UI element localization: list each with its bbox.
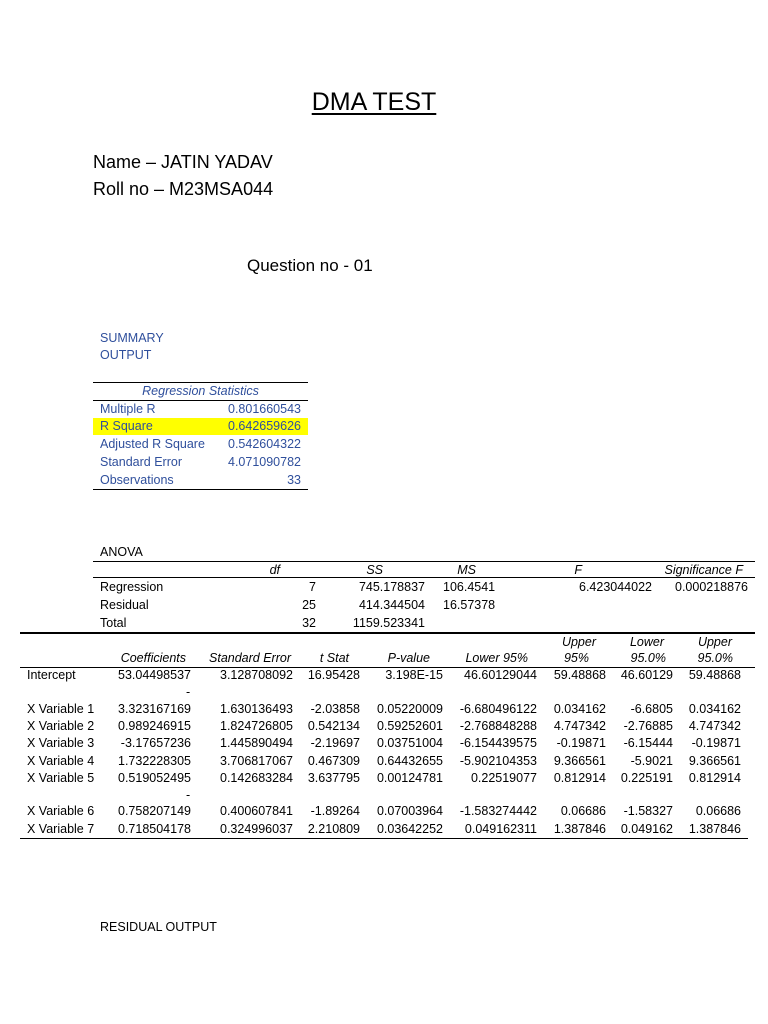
- coef-cell-u95: 1.387846: [553, 822, 606, 836]
- coef-cell-p: 0.03642252: [376, 822, 443, 836]
- coef-cell-t: 3.637795: [307, 771, 360, 785]
- coef-cell-p: 0.03751004: [376, 736, 443, 750]
- student-name: Name – JATIN YADAV: [93, 152, 273, 172]
- coef-cell-p: 0.07003964: [376, 804, 443, 818]
- reg-stat-value: 4.071090782: [228, 455, 301, 469]
- anova-header-df: df: [269, 563, 280, 577]
- coef-cell-p: 0.59252601: [376, 719, 443, 733]
- anova-header-rule: [93, 577, 755, 578]
- coef-cell-l95: 0.22519077: [470, 771, 537, 785]
- coef-cell-se: 0.142683284: [220, 771, 293, 785]
- coef-cell-l950: 46.60129: [620, 668, 673, 682]
- anova-cell-ss: 414.344504: [358, 598, 425, 612]
- coef-cell-u95: 9.366561: [553, 754, 606, 768]
- coef-cell-coef: 0.758207149: [118, 804, 191, 818]
- coef-cell-t: 0.467309: [307, 754, 360, 768]
- coef-cell-l95: -6.154439575: [459, 736, 537, 750]
- coef-cell-u95: 0.812914: [553, 771, 606, 785]
- coef-cell-u950: 59.48868: [688, 668, 741, 682]
- summary-heading-line1: SUMMARY: [100, 331, 164, 345]
- coef-header-upper95-l2: 95%: [563, 651, 589, 665]
- coef-cell-u950: 0.034162: [688, 702, 741, 716]
- anova-cell-ms: 106.4541: [443, 580, 496, 594]
- coef-cell-se: 1.630136493: [220, 702, 293, 716]
- coef-header-upper950-l2: 95.0%: [697, 651, 733, 665]
- coef-header-upper95-l1: Upper: [561, 635, 596, 649]
- coef-row-name: Intercept: [27, 668, 76, 682]
- residual-output-label: RESIDUAL OUTPUT: [100, 920, 217, 934]
- page-title: DMA TEST: [311, 88, 437, 116]
- summary-heading-line2: OUTPUT: [100, 348, 152, 362]
- coef-row-name: X Variable 2: [27, 719, 95, 733]
- coef-cell-se: 1.824726805: [220, 719, 293, 733]
- coef-cell-se: 1.445890494: [220, 736, 293, 750]
- reg-stat-label: Observations: [100, 473, 174, 487]
- anova-header-ss: SS: [366, 563, 383, 577]
- anova-row-name: Regression: [100, 580, 164, 594]
- coef-cell-l950: -6.15444: [623, 736, 673, 750]
- reg-stats-bottom-rule: [93, 489, 308, 490]
- coef-cell-se: 3.128708092: [220, 668, 293, 682]
- coef-cell-se: 0.324996037: [220, 822, 293, 836]
- coef-cell-u95: 0.06686: [560, 804, 606, 818]
- coef-cell-l950: 0.225191: [620, 771, 673, 785]
- coef-cell-l950: 0.049162: [620, 822, 673, 836]
- question-number: Question no - 01: [247, 256, 373, 275]
- coef-row-name: X Variable 7: [27, 822, 95, 836]
- coef-header-upper950-l1: Upper: [697, 635, 732, 649]
- anova-row-name: Total: [100, 616, 127, 630]
- coef-cell-t: 16.95428: [307, 668, 360, 682]
- coef-cell-se: 3.706817067: [220, 754, 293, 768]
- coef-header-lower95: Lower 95%: [465, 651, 528, 665]
- coef-cell-l95: 46.60129044: [464, 668, 537, 682]
- coef-cell-t: 2.210809: [307, 822, 360, 836]
- anova-cell-df: 25: [302, 598, 316, 612]
- reg-stats-top-rule: [93, 382, 308, 383]
- reg-stat-label: Standard Error: [100, 455, 182, 469]
- coef-cell-t: -1.89264: [310, 804, 360, 818]
- coef-cell-l95: -2.768848288: [459, 719, 537, 733]
- coef-header-coefficients: Coefficients: [120, 651, 186, 665]
- coef-cell-u950: 0.812914: [688, 771, 741, 785]
- coef-cell-l95: -1.583274442: [459, 804, 537, 818]
- coef-row-name: X Variable 4: [27, 754, 95, 768]
- anova-row-name: Residual: [100, 598, 149, 612]
- coef-cell-l950: -6.6805: [630, 702, 673, 716]
- coef-cell-coef: 0.519052495: [118, 771, 191, 785]
- anova-top-rule: [93, 561, 755, 562]
- coef-cell-p: 3.198E-15: [385, 668, 443, 682]
- anova-header-sig: Significance F: [664, 563, 743, 577]
- coef-header-lower950-l2: 95.0%: [630, 651, 666, 665]
- coef-row-name: X Variable 1: [27, 702, 95, 716]
- reg-stat-label: Multiple R: [100, 402, 156, 416]
- coef-header-tstat: t Stat: [319, 651, 349, 665]
- coef-cell-u95: -0.19871: [556, 736, 606, 750]
- anova-header-ms: MS: [457, 563, 476, 577]
- anova-label: ANOVA: [100, 545, 143, 559]
- reg-stats-title: Regression Statistics: [142, 384, 259, 398]
- anova-cell-f: 6.423044022: [579, 580, 652, 594]
- coef-cell-u950: 4.747342: [688, 719, 741, 733]
- coef-header-pvalue: P-value: [387, 651, 430, 665]
- coef-cell-u950: 1.387846: [688, 822, 741, 836]
- coef-cell-coef: -3.17657236: [120, 736, 191, 750]
- anova-cell-sig: 0.000218876: [675, 580, 748, 594]
- reg-stat-value: 33: [287, 473, 301, 487]
- coef-cell-coef: 3.323167169: [118, 702, 191, 716]
- reg-stat-value: 0.542604322: [228, 437, 301, 451]
- coef-cell-u950: 9.366561: [688, 754, 741, 768]
- coef-cell-p: 0.00124781: [376, 771, 443, 785]
- coef-cell-l95: 0.049162311: [464, 822, 537, 836]
- reg-stat-label: R Square: [100, 419, 153, 433]
- coef-cell-u95: 59.48868: [553, 668, 606, 682]
- anova-cell-ms: 16.57378: [443, 598, 496, 612]
- reg-stat-value: 0.642659626: [228, 419, 301, 433]
- coef-bottom-rule: [20, 838, 748, 839]
- coef-cell-l95: -5.902104353: [459, 754, 537, 768]
- reg-stat-label: Adjusted R Square: [100, 437, 205, 451]
- coef-cell-t: -2.03858: [310, 702, 360, 716]
- stray-dash: -: [186, 685, 191, 699]
- anova-bottom-rule: [20, 632, 755, 634]
- coef-cell-coef: 53.04498537: [118, 668, 191, 682]
- anova-cell-df: 32: [302, 616, 316, 630]
- coef-cell-p: 0.64432655: [376, 754, 443, 768]
- coef-row-name: X Variable 3: [27, 736, 95, 750]
- coef-cell-l950: -2.76885: [623, 719, 673, 733]
- coef-cell-t: -2.19697: [310, 736, 360, 750]
- roll-number: Roll no – M23MSA044: [93, 179, 274, 199]
- coef-cell-l950: -1.58327: [623, 804, 673, 818]
- coef-cell-u95: 0.034162: [553, 702, 606, 716]
- coef-cell-l950: -5.9021: [630, 754, 673, 768]
- coef-cell-u95: 4.747342: [553, 719, 606, 733]
- coef-cell-t: 0.542134: [307, 719, 360, 733]
- coef-cell-coef: 1.732228305: [118, 754, 191, 768]
- reg-stat-value: 0.801660543: [228, 402, 301, 416]
- coef-header-lower950-l1: Lower: [629, 635, 664, 649]
- coef-row-name: X Variable 5: [27, 771, 95, 785]
- coef-cell-se: 0.400607841: [220, 804, 293, 818]
- coef-cell-u950: -0.19871: [691, 736, 741, 750]
- stray-dash: -: [186, 788, 191, 802]
- anova-cell-ss: 745.178837: [358, 580, 425, 594]
- coef-header-se: Standard Error: [209, 651, 291, 665]
- reg-stats-header-rule: [93, 400, 308, 401]
- anova-header-f: F: [574, 563, 582, 577]
- coef-cell-u950: 0.06686: [695, 804, 741, 818]
- coef-cell-p: 0.05220009: [376, 702, 443, 716]
- coef-row-name: X Variable 6: [27, 804, 95, 818]
- anova-cell-ss: 1159.523341: [352, 616, 425, 630]
- coef-cell-l95: -6.680496122: [459, 702, 537, 716]
- coef-cell-coef: 0.718504178: [118, 822, 191, 836]
- anova-cell-df: 7: [309, 580, 316, 594]
- coef-cell-coef: 0.989246915: [118, 719, 191, 733]
